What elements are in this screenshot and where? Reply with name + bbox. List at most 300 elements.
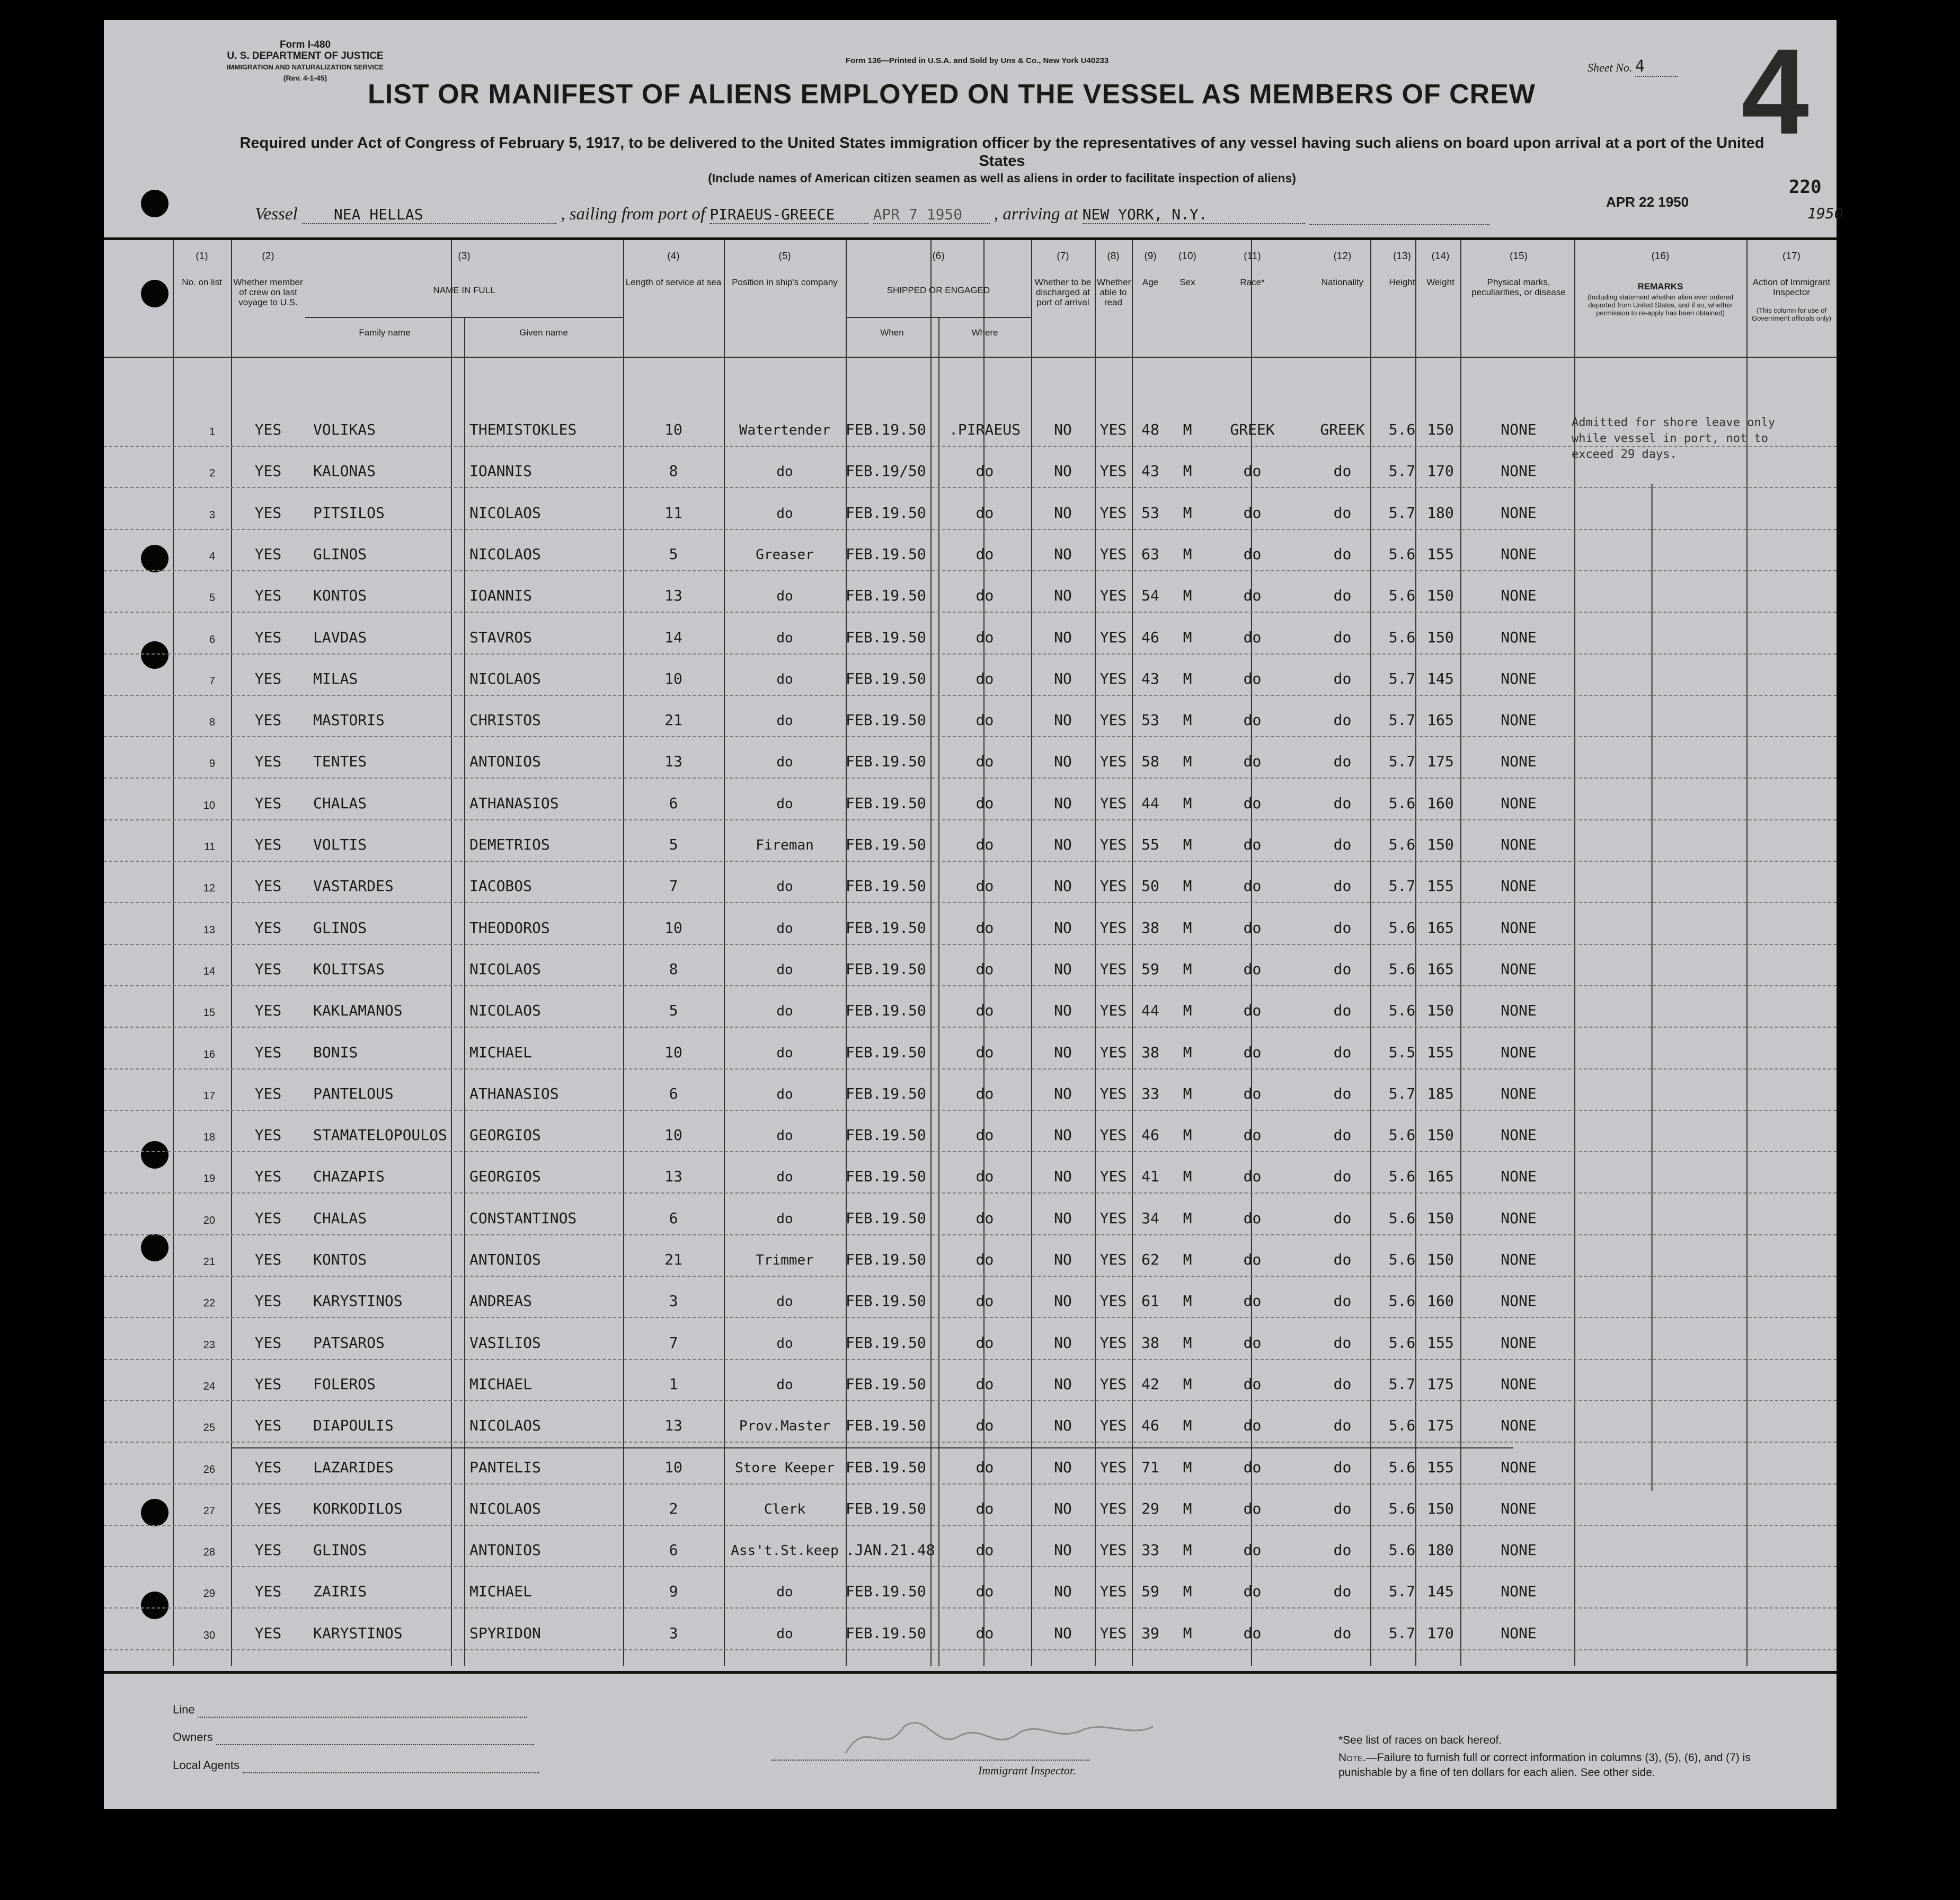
cell-when: .JAN.21.48 [846,1541,935,1559]
cell-family: LAZARIDES [313,1458,394,1476]
cell-service: 6 [669,1209,678,1227]
cell-height: 5.6 [1388,1333,1416,1351]
cell-race: do [1243,918,1262,936]
cell-position: do [776,1169,793,1186]
cell-where: do [975,545,994,563]
cell-prev: YES [254,960,282,978]
cell-family: VOLTIS [313,836,367,853]
cell-nat: do [1333,1126,1352,1144]
cell-given: SPYRIDON [469,1624,541,1642]
table-row [104,985,1837,1028]
cell-race: do [1243,503,1262,522]
cell-family: CHALAS [313,794,367,812]
cell-prev: YES [254,587,282,605]
cell-nat: do [1333,1043,1352,1061]
cell-race: do [1243,1417,1262,1435]
cell-disch: NO [1054,753,1072,771]
cell-read: YES [1099,1458,1127,1476]
cell-no: 22 [203,1297,215,1310]
cell-prev: YES [254,1251,282,1268]
cell-marks: NONE [1501,503,1537,522]
column-header: Action of Immigrant Inspector [1752,277,1831,297]
cell-age: 58 [1141,753,1159,771]
cell-position: do [776,1045,793,1061]
cell-position: do [776,630,793,646]
cell-race: do [1243,1624,1262,1642]
cell-nat: do [1333,1168,1352,1186]
strike-line [231,1447,1513,1448]
cell-race: do [1243,753,1262,771]
cell-prev: YES [254,462,282,480]
cell-race: do [1243,1043,1262,1061]
cell-where: do [975,918,994,936]
cell-read: YES [1099,1002,1127,1020]
cell-given: MICHAEL [469,1043,533,1061]
cell-prev: YES [254,918,282,936]
cell-race: do [1243,1333,1262,1351]
cell-service: 5 [669,545,678,563]
cell-race: do [1243,1499,1262,1517]
cell-family: GLINOS [313,1541,367,1559]
cell-when: FEB.19.50 [846,1002,926,1020]
cell-position: do [776,1003,793,1020]
cell-no: 29 [203,1588,215,1600]
cell-given: NICOLAOS [469,503,541,522]
cell-no: 18 [203,1132,215,1144]
table-row [104,1525,1837,1567]
cell-sex: M [1183,960,1192,978]
cell-disch: NO [1054,1541,1072,1559]
cell-sex: M [1183,1002,1192,1020]
cell-race: do [1243,1126,1262,1144]
cell-sex: M [1183,1624,1192,1642]
cell-no: 2 [209,467,215,480]
cell-disch: NO [1054,1583,1072,1601]
cell-when: FEB.19.50 [846,1251,926,1268]
table-row [104,819,1837,862]
column-header: Physical marks, peculiarities, or disease [1471,277,1566,297]
cell-nat: do [1333,1002,1352,1020]
cell-age: 44 [1141,1002,1159,1020]
cell-prev: YES [254,1458,282,1476]
table-row [104,1400,1837,1443]
cell-family: KARYSTINOS [313,1624,403,1642]
cell-read: YES [1099,1168,1127,1186]
cell-age: 33 [1141,1084,1159,1102]
cell-service: 3 [669,1292,678,1310]
cell-marks: NONE [1501,960,1537,978]
cell-race: do [1243,711,1262,729]
cell-nat: do [1333,503,1352,522]
cell-prev: YES [254,628,282,646]
cell-position: do [776,1584,793,1601]
department: U. S. DEPARTMENT OF JUSTICE [227,50,384,61]
cell-weight: 145 [1427,669,1454,687]
cell-age: 53 [1141,711,1159,729]
cell-nat: do [1333,794,1352,812]
cell-sex: M [1183,503,1192,522]
cell-sex: M [1183,1375,1192,1393]
column-subheader: Where [971,328,998,338]
column-number: (11) [1244,251,1261,262]
cell-service: 1 [669,1375,678,1393]
cell-position: do [776,796,793,812]
table-row [104,1193,1837,1235]
cell-family: STAMATELOPOULOS [313,1126,447,1144]
cell-nat: do [1333,1251,1352,1268]
cell-prev: YES [254,669,282,687]
cell-age: 59 [1141,1583,1159,1601]
cell-when: FEB.19.50 [846,1583,926,1601]
cell-given: PANTELIS [469,1458,541,1476]
cell-marks: NONE [1501,1499,1537,1517]
cell-weight: 170 [1427,1624,1454,1642]
cell-marks: NONE [1501,421,1537,438]
cell-disch: NO [1054,1417,1072,1435]
cell-family: TENTES [313,753,367,771]
cell-given: ANTONIOS [469,1251,541,1268]
cell-when: FEB.19.50 [846,960,926,978]
table-row [104,1566,1837,1609]
cell-height: 5.7 [1388,503,1416,522]
cell-height: 5.7 [1388,462,1416,480]
cell-height: 5.6 [1388,421,1416,438]
cell-weight: 170 [1427,462,1454,480]
column-number: (17) [1782,251,1801,262]
cell-where: do [975,1583,994,1601]
cell-disch: NO [1054,711,1072,729]
column-header: No. on list [182,277,222,287]
cell-when: FEB.19.50 [846,1375,926,1393]
column-header: SHIPPED OR ENGAGED [886,285,990,295]
inspector-signature-line [771,1760,1089,1761]
cell-where: do [975,753,994,771]
column-header: Whether member of crew on last voyage to U.S. [233,277,303,307]
cell-height: 5.6 [1388,794,1416,812]
agents-label: Local Agents [173,1758,240,1772]
cell-age: 42 [1141,1375,1159,1393]
cell-service: 2 [669,1499,678,1517]
table-row [104,1276,1837,1318]
cell-height: 5.6 [1388,1458,1416,1476]
cell-marks: NONE [1501,1292,1537,1310]
cell-no: 3 [209,509,215,521]
cell-sex: M [1183,753,1192,771]
cell-when: FEB.19.50 [846,1417,926,1435]
cell-when: FEB.19.50 [846,794,926,812]
column-number: (14) [1431,251,1450,262]
column-number: (10) [1178,251,1196,262]
cell-weight: 165 [1427,1168,1454,1186]
cell-disch: NO [1054,836,1072,853]
line-label-row [173,1703,527,1718]
cell-age: 34 [1141,1209,1159,1227]
cell-where: do [975,503,994,522]
cell-nat: do [1333,877,1352,895]
cell-family: KARYSTINOS [313,1292,403,1310]
revision: (Rev. 4-1-45) [283,74,327,82]
cell-when: FEB.19.50 [846,1292,926,1310]
cell-where: do [975,960,994,978]
form-number: Form I-480 [279,39,331,50]
cell-disch: NO [1054,545,1072,563]
cell-marks: NONE [1501,918,1537,936]
cell-read: YES [1099,1292,1127,1310]
cell-service: 10 [664,421,682,438]
table-row [104,1110,1837,1152]
cell-read: YES [1099,960,1127,978]
sheet-number-handwritten: 4 [1741,23,1809,160]
cell-when: FEB.19.50 [846,877,926,895]
cell-service: 5 [669,836,678,853]
cell-age: 38 [1141,1043,1159,1061]
cell-prev: YES [254,1084,282,1102]
table-row [104,1359,1837,1401]
cell-height: 5.7 [1388,1583,1416,1601]
cell-nat: do [1333,1624,1352,1642]
cell-position: do [776,1086,793,1102]
cell-position: do [776,920,793,936]
cell-age: 38 [1141,918,1159,936]
cell-marks: NONE [1501,462,1537,480]
cell-given: VASILIOS [469,1333,541,1351]
cell-nat: do [1333,918,1352,936]
cell-marks: NONE [1501,1002,1537,1020]
cell-nat: do [1333,1209,1352,1227]
cell-height: 5.7 [1388,1084,1416,1102]
cell-position: Ass't.St.keep [731,1543,839,1559]
cell-family: FOLEROS [313,1375,376,1393]
cell-race: do [1243,1375,1262,1393]
column-number: (13) [1393,251,1411,262]
cell-age: 41 [1141,1168,1159,1186]
cell-when: FEB.19.50 [846,669,926,687]
cell-no: 21 [203,1256,215,1268]
cell-weight: 185 [1427,1084,1454,1102]
column-number: (2) [262,251,274,262]
table-row [104,944,1837,986]
departure-port: PIRAEUS-GREECE [709,206,868,224]
cell-sex: M [1183,669,1192,687]
column-number: (8) [1107,251,1120,262]
cell-position: do [776,464,793,480]
cell-where: .PIRAEUS [949,421,1021,438]
cell-sex: M [1183,1084,1192,1102]
cell-sex: M [1183,462,1192,480]
cell-race: do [1243,545,1262,563]
cell-service: 6 [669,1541,678,1559]
cell-family: GLINOS [313,545,367,563]
cell-weight: 160 [1427,794,1454,812]
cell-when: FEB.19.50 [846,1499,926,1517]
cell-sex: M [1183,711,1192,729]
cell-disch: NO [1054,1251,1072,1268]
header-rule [104,357,1837,358]
cell-when: FEB.19.50 [846,1168,926,1186]
cell-read: YES [1099,1583,1127,1601]
races-note: *See list of races on back hereof. [1338,1734,1502,1746]
service: IMMIGRATION AND NATURALIZATION SERVICE [226,63,384,71]
cell-when: FEB.19.50 [846,836,926,853]
cell-given: MICHAEL [469,1583,533,1601]
cell-when: FEB.19.50 [846,1458,926,1476]
cell-age: 63 [1141,545,1159,563]
cell-race: do [1243,960,1262,978]
cell-race: GREEK [1230,421,1275,438]
cell-given: DEMETRIOS [469,836,550,853]
column-subheader: When [880,328,904,338]
cell-where: do [975,587,994,605]
cell-given: ANTONIOS [469,1541,541,1559]
cell-position: do [776,505,793,522]
column-header: Race* [1240,277,1265,287]
punch-hole [141,190,168,217]
cell-height: 5.6 [1388,1499,1416,1517]
cell-service: 13 [664,1168,682,1186]
cell-marks: NONE [1501,877,1537,895]
cell-when: FEB.19.50 [846,1043,926,1061]
cell-service: 13 [664,587,682,605]
cell-family: VASTARDES [313,877,394,895]
cell-service: 10 [664,1126,682,1144]
cell-disch: NO [1054,918,1072,936]
cell-service: 21 [664,711,682,729]
cell-prev: YES [254,1583,282,1601]
vessel-name: NEA HELLAS [302,206,556,224]
cell-given: ANTONIOS [469,753,541,771]
cell-prev: YES [254,877,282,895]
cell-where: do [975,669,994,687]
cell-disch: NO [1054,1499,1072,1517]
cell-family: VOLIKAS [313,421,376,438]
cell-age: 29 [1141,1499,1159,1517]
cell-no: 15 [203,1007,215,1019]
subtitle-note: (Include names of American citizen seamen as well as aliens in order to facilitate inspection of aliens) [708,171,1296,185]
column-header: Age [1142,277,1159,287]
cell-sex: M [1183,587,1192,605]
cell-where: do [975,1084,994,1102]
cell-position: do [776,1376,793,1393]
cell-nat: do [1333,1375,1352,1393]
agents-row [173,1758,539,1773]
cell-disch: NO [1054,1084,1072,1102]
table-row [104,1318,1837,1360]
table-row [104,1027,1837,1070]
cell-position: Fireman [756,837,814,853]
cell-given: IOANNIS [469,587,533,605]
cell-marks: NONE [1501,669,1537,687]
cell-height: 5.7 [1388,711,1416,729]
cell-given: IOANNIS [469,462,533,480]
cell-age: 46 [1141,628,1159,646]
cell-service: 8 [669,960,678,978]
cell-family: KALONAS [313,462,376,480]
cell-read: YES [1099,503,1127,522]
cell-race: do [1243,1209,1262,1227]
vessel-line [255,194,1843,225]
cell-race: do [1243,877,1262,895]
cell-weight: 180 [1427,503,1454,522]
cell-when: FEB.19.50 [846,1126,926,1144]
cell-read: YES [1099,1375,1127,1393]
cell-height: 5.6 [1388,1002,1416,1020]
cell-age: 71 [1141,1458,1159,1476]
cell-family: PITSILOS [313,503,385,522]
sheet-number-block [1587,57,1678,77]
cell-given: NICOLAOS [469,1417,541,1435]
cell-where: do [975,1002,994,1020]
cell-family: KOLITSAS [313,960,385,978]
cell-no: 16 [203,1048,215,1061]
cell-read: YES [1099,1499,1127,1517]
cell-prev: YES [254,1624,282,1642]
cell-marks: NONE [1501,836,1537,853]
cell-prev: YES [254,753,282,771]
cell-nat: do [1333,462,1352,480]
cell-position: do [776,588,793,605]
agents-field [243,1758,539,1773]
cell-given: ANDREAS [469,1292,533,1310]
cell-marks: NONE [1501,1209,1537,1227]
cell-age: 54 [1141,587,1159,605]
column-header: Height [1389,277,1415,287]
cell-disch: NO [1054,421,1072,438]
cell-when: FEB.19.50 [846,1209,926,1227]
cell-service: 10 [664,1043,682,1061]
cell-prev: YES [254,1541,282,1559]
cell-position: Watertender [739,422,831,438]
cell-race: do [1243,1251,1262,1268]
cell-no: 27 [203,1505,215,1517]
cell-height: 5.5 [1388,1043,1416,1061]
cell-disch: NO [1054,1375,1072,1393]
cell-disch: NO [1054,1292,1072,1310]
cell-age: 39 [1141,1624,1159,1642]
column-header: Weight [1426,277,1455,287]
cell-sex: M [1183,1168,1192,1186]
column-number: (12) [1333,251,1352,262]
column-number: (15) [1510,251,1528,262]
cell-no: 11 [204,841,215,853]
stamp-number: 220 [1789,176,1822,198]
cell-sex: M [1183,1458,1192,1476]
cell-read: YES [1099,1417,1127,1435]
cell-when: FEB.19/50 [846,462,926,480]
penalty-note [1338,1751,1773,1780]
cell-prev: YES [254,1126,282,1144]
cell-race: do [1243,628,1262,646]
cell-nat: do [1333,1084,1352,1102]
cell-when: FEB.19.50 [846,918,926,936]
cell-race: do [1243,1541,1262,1559]
column-number: (5) [778,251,791,262]
column-number: (4) [667,251,680,262]
cell-given: NICOLAOS [469,545,541,563]
cell-family: KAKLAMANOS [313,1002,403,1020]
cell-weight: 150 [1427,1499,1454,1517]
cell-no: 14 [203,965,215,977]
cell-no: 4 [209,550,215,562]
cell-when: FEB.19.50 [846,1333,926,1351]
cell-where: do [975,1375,994,1393]
cell-where: do [975,877,994,895]
column-header: NAME IN FULL [433,285,495,295]
cell-read: YES [1099,1251,1127,1268]
cell-service: 9 [669,1583,678,1601]
cell-disch: NO [1054,1333,1072,1351]
cell-position: Greaser [756,546,814,563]
subtitle: Required under Act of Congress of February 5, 1917, to be delivered to the United States immigration officer by the representatives of any vessel having such aliens on board upon arrival at a port of the United States [240,135,1764,170]
